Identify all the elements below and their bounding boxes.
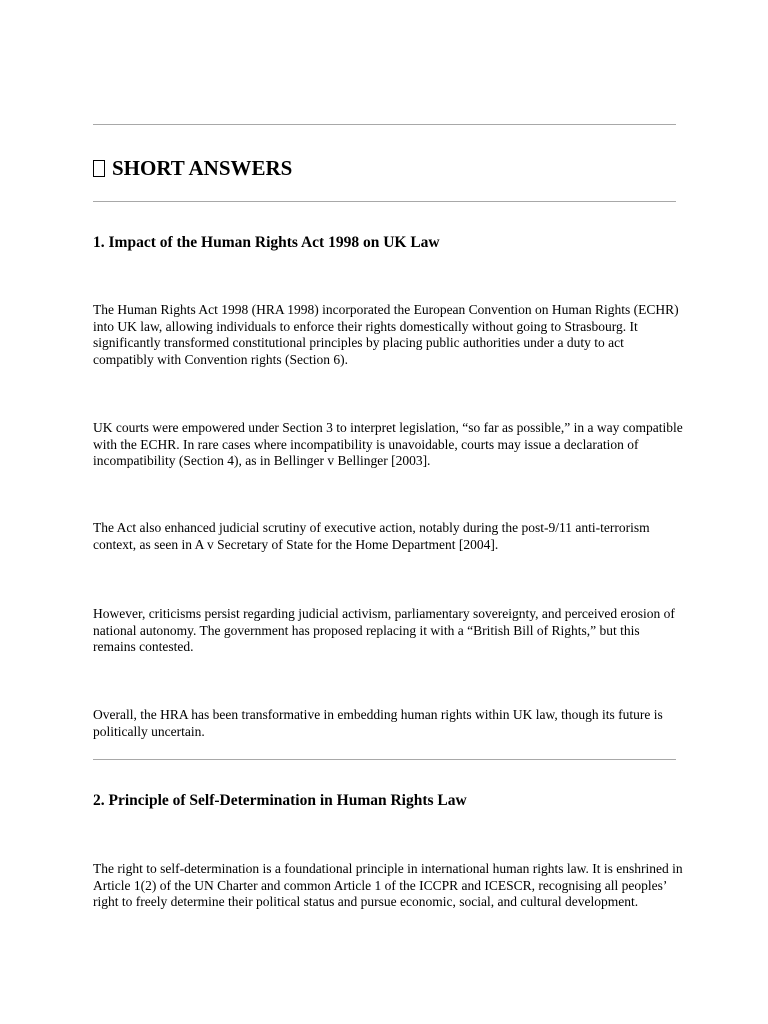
section-1-paragraph-1: The Human Rights Act 1998 (HRA 1998) incorporated the European Convention on Human Rights (ECHR) into UK law, allowing individuals to enforce their rights domestically without going to Strasbourg. It significantly transformed constitutional principles by placing public authorities under a duty to act compatibly with Convention rights (Section 6). xyxy=(93,302,679,368)
section-2-heading: 2. Principle of Self-Determination in Human Rights Law xyxy=(93,792,467,809)
horizontal-rule-top xyxy=(93,124,676,125)
page-title xyxy=(93,155,292,181)
document-page xyxy=(93,0,683,1024)
section-1-paragraph-2: UK courts were empowered under Section 3 to interpret legislation, “so far as possible,” in a way compatible with the ECHR. In rare cases where incompatibility is unavoidable, courts may issue a declaration of incompatibility (Section 4), as in Bellinger v Bellinger [2003]. xyxy=(93,420,683,469)
section-1-heading: 1. Impact of the Human Rights Act 1998 on UK Law xyxy=(93,234,440,251)
section-1-paragraph-3: The Act also enhanced judicial scrutiny of executive action, notably during the post-9/11 anti-terrorism context, as seen in A v Secretary of State for the Home Department [2004]. xyxy=(93,520,650,552)
horizontal-rule-section-divider xyxy=(93,759,676,760)
section-2-paragraph-1: The right to self-determination is a foundational principle in international human rights law. It is enshrined in Article 1(2) of the UN Charter and common Article 1 of the ICCPR and ICESCR, recognising all peoples’ right to freely determine their political status and pursue economic, social, and cultural development. xyxy=(93,861,683,910)
horizontal-rule-below-title xyxy=(93,201,676,202)
missing-glyph-box-icon xyxy=(93,160,105,177)
page-title-text: SHORT ANSWERS xyxy=(112,156,293,180)
section-1-paragraph-5: Overall, the HRA has been transformative in embedding human rights within UK law, though its future is politically uncertain. xyxy=(93,707,663,739)
section-1-paragraph-4: However, criticisms persist regarding judicial activism, parliamentary sovereignty, and perceived erosion of national autonomy. The government has proposed replacing it with a “British Bill of Rights,” but this remains contested. xyxy=(93,606,675,655)
